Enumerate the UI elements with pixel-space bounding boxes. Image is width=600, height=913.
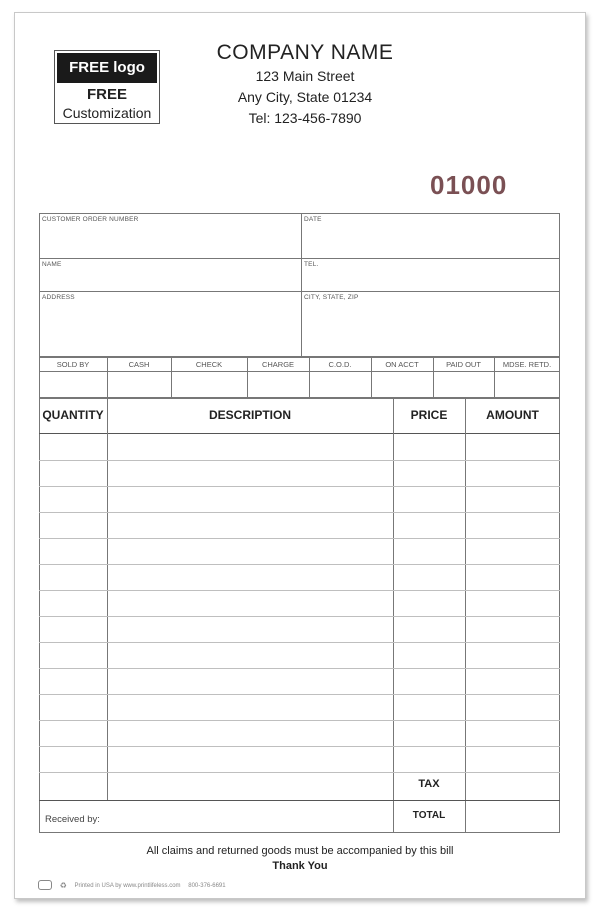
quantity-header: QUANTITY bbox=[42, 408, 104, 422]
order-number-field[interactable]: CUSTOMER ORDER NUMBER bbox=[42, 216, 139, 223]
customer-info-divider bbox=[301, 213, 302, 357]
address-field[interactable]: ADDRESS bbox=[42, 294, 75, 301]
customer-info-rule-2 bbox=[39, 291, 560, 292]
total-label: TOTAL bbox=[412, 810, 446, 821]
cash-label[interactable]: CASH bbox=[128, 360, 150, 369]
printer-credit bbox=[38, 880, 338, 890]
table-row[interactable] bbox=[39, 460, 560, 461]
logo-free-text: FREE bbox=[86, 86, 127, 103]
table-row[interactable] bbox=[39, 772, 560, 773]
customer-info-box bbox=[39, 213, 560, 357]
table-row[interactable] bbox=[39, 642, 560, 643]
table-row[interactable] bbox=[39, 590, 560, 591]
table-row[interactable] bbox=[39, 746, 560, 747]
logo-customization-block bbox=[55, 86, 159, 122]
claims-notice: All claims and returned goods must be accompanied by this bill bbox=[146, 845, 454, 857]
table-row[interactable] bbox=[39, 486, 560, 487]
logo-title: FREE logo bbox=[57, 53, 157, 83]
company-city: Any City, State 01234 bbox=[237, 89, 373, 105]
printer-phone: 800-376-6691 bbox=[188, 882, 226, 889]
company-info bbox=[200, 40, 410, 129]
logo-placeholder bbox=[54, 50, 160, 124]
table-row[interactable] bbox=[39, 616, 560, 617]
form-number: 01000 bbox=[430, 170, 508, 200]
printer-logo-icon bbox=[38, 880, 52, 890]
printed-by-text: Printed in USA by www.printlifeless.com bbox=[74, 882, 181, 889]
totals-rule bbox=[39, 800, 560, 801]
company-phone: Tel: 123-456-7890 bbox=[248, 110, 362, 126]
table-row[interactable] bbox=[39, 668, 560, 669]
description-header: DESCRIPTION bbox=[208, 408, 291, 422]
cod-label[interactable]: C.O.D. bbox=[328, 360, 352, 369]
city-state-zip-field[interactable]: CITY, STATE, ZIP bbox=[304, 294, 359, 301]
amount-header: AMOUNT bbox=[486, 408, 539, 422]
price-header: PRICE bbox=[410, 408, 448, 422]
check-label[interactable]: CHECK bbox=[195, 360, 223, 369]
mdse-retd-label[interactable]: MDSE. RETD. bbox=[502, 360, 552, 369]
table-row[interactable] bbox=[39, 564, 560, 565]
received-by-field[interactable]: Received by: bbox=[45, 814, 100, 825]
customer-info-rule-1 bbox=[39, 258, 560, 259]
logo-customization-text: Customization bbox=[62, 105, 152, 121]
date-field[interactable]: DATE bbox=[304, 216, 322, 223]
table-row[interactable] bbox=[39, 694, 560, 695]
table-header-rule bbox=[39, 433, 560, 434]
quantity-column-divider bbox=[107, 398, 108, 800]
paid-out-label[interactable]: PAID OUT bbox=[446, 360, 481, 369]
company-street: 123 Main Street bbox=[255, 68, 355, 84]
on-acct-label[interactable]: ON ACCT bbox=[385, 360, 419, 369]
tax-label: TAX bbox=[418, 778, 440, 790]
table-row[interactable] bbox=[39, 720, 560, 721]
thank-you-text: Thank You bbox=[272, 860, 328, 872]
table-row[interactable] bbox=[39, 538, 560, 539]
payment-row-rule bbox=[39, 371, 560, 372]
charge-label[interactable]: CHARGE bbox=[261, 360, 295, 369]
tel-field[interactable]: TEL. bbox=[304, 261, 319, 268]
company-name: COMPANY NAME bbox=[216, 41, 394, 64]
table-row[interactable] bbox=[39, 512, 560, 513]
name-field[interactable]: NAME bbox=[42, 261, 62, 268]
recycle-icon: ♻ bbox=[59, 880, 67, 890]
sold-by-label[interactable]: SOLD BY bbox=[56, 360, 90, 369]
